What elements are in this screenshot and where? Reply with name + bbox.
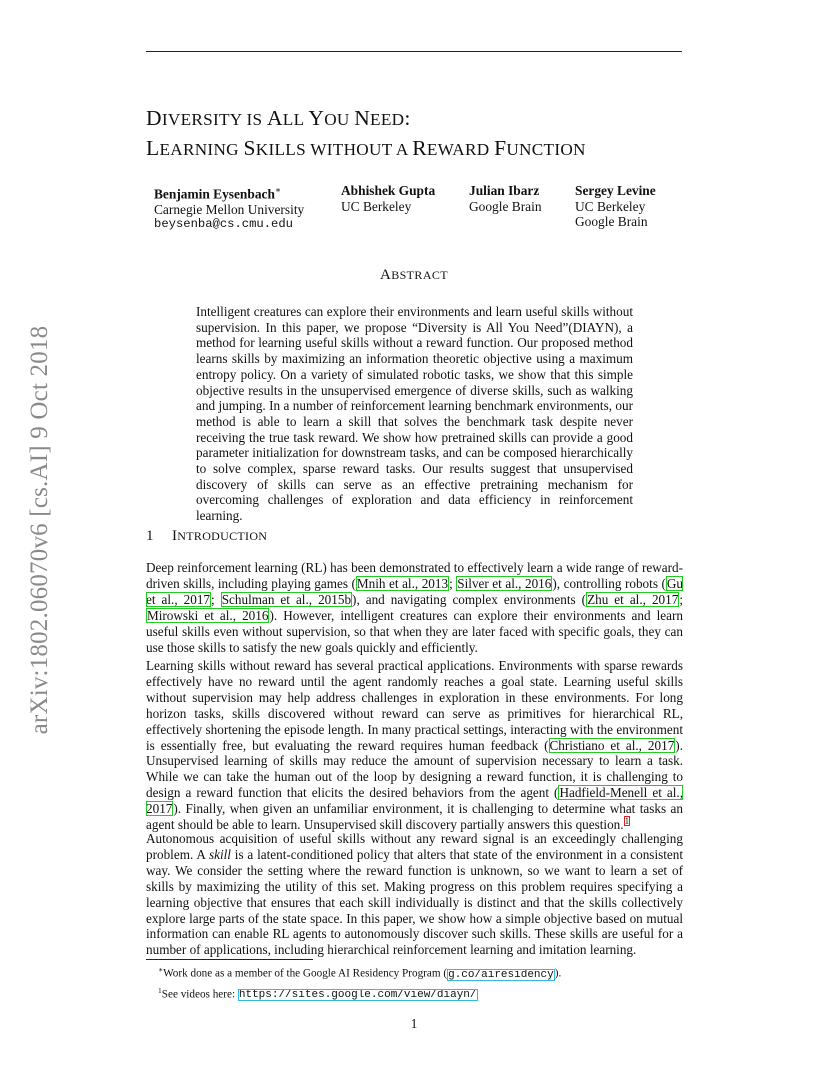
footnote-1: ∗Work done as a member of the Google AI Residency Program (g.co/airesidency). xyxy=(158,965,562,981)
footnote-2: $^1$See videos here: https://sites.google.com/view/diayn/ xyxy=(158,985,477,1002)
author-block-1 xyxy=(154,183,304,233)
section-number: 1 xyxy=(146,528,154,544)
author-affiliation: Google Brain xyxy=(575,214,648,229)
abstract-text: Intelligent creatures can explore their environments and learn useful skills without supervision. In this paper, we propose “Diversity is All You Need”(DIAYN), a method for learning useful skills without a reward function. Our proposed method learns skills by maximizing an information theoretic objective using a maximum entropy policy. On a variety of simulated robotic tasks, we show that this simple objective results in the unsupervised emergence of diverse skills, such as walking and jumping. In a number of reinforcement learning benchmark environments, our method is able to learn a skill that solves the benchmark task despite never receiving the true task reward. We show how pretrained skills can provide a good parameter initialization for downstream tasks, and can be composed hierarchically to solve complex, sparse reward tasks. Our results suggest that unsupervised discovery of skills can serve as an effective pretraining mechanism for overcoming challenges of exploration and data efficiency in reinforcement learning. xyxy=(196,304,633,524)
author-block-2 xyxy=(341,183,435,214)
author-affiliation: UC Berkeley xyxy=(575,198,646,214)
paper-title xyxy=(146,104,706,164)
intro-paragraph-2: Learning skills without reward has several practical applications. Environments with sparse rewards effectively have no reward until the agent randomly reaches a goal state. Learning useful skills without supervision may help address challenges in exploration in these environments. For long horizon tasks, skills discovered without reward can serve as primitives for hierarchical RL, effectively shortening the episode length. In many practical settings, interacting with the environment is essentially free, but evaluating the reward requires human feedback (Christiano et al., 2017). Unsupervised learning of skills may reduce the amount of supervision necessary to learn a task. While we can take the human out of the loop by designing a reward function, it is challenging to design a reward function that elicits the desired behaviors from the agent (Hadfield-Menell et al., 2017). Finally, when given an unfamiliar environment, it is challenging to determine what tasks an agent should be able to learn. Unsupervised skill discovery partially answers this question.$^1$ xyxy=(146,658,683,833)
citation-link[interactable]: Silver et al., 2016 xyxy=(457,575,552,591)
arxiv-sidebar xyxy=(20,300,60,760)
author-name: Benjamin Eysenbach∗ xyxy=(154,185,282,202)
author-block-4 xyxy=(575,183,656,230)
author-affiliation: Google Brain xyxy=(469,198,542,214)
page-number: 1 xyxy=(410,1016,418,1031)
author-name: Sergey Levine xyxy=(575,183,656,198)
citation-link[interactable]: Christiano et al., 2017 xyxy=(549,737,675,753)
citation-link[interactable]: Schulman et al., 2015b xyxy=(221,591,352,607)
intro-paragraph-3: Autonomous acquisition of useful skills without any reward signal is an exceedingly challenging problem. A skill is a latent-conditioned policy that alters that state of the environment in a consistent way. We consider the setting where the reward function is unknown, so we want to learn a set of skills by maximizing the utility of this set. Making progress on this problem requires specifying a learning objective that ensures that each skill individually is distinct and that the skills collectively explore large parts of the state space. In this paper, we show how a simple objective based on mutual information can enable RL agents to autonomously discover such skills. These skills are useful for a number of applications, including hierarchical reinforcement learning and imitation learning. xyxy=(146,831,684,958)
intro-paragraph-1: Deep reinforcement learning (RL) has been demonstrated to effectively learn a wide range of reward-driven skills, including playing games (Mnih et al., 2013; Silver et al., 2016), controlling robots (Gu et al., 2017; Schulman et al., 2015b), and navigating complex environments (Zhu et al., 2017; Mirowski et al., 2016). However, intelligent creatures can explore their environments and learn useful skills even without supervision, so that when they are later faced with specific goals, they can use those skills to satisfy the new goals quickly and efficiently. xyxy=(146,560,683,655)
footnote-rule xyxy=(146,959,313,960)
citation-link[interactable]: Mirowski et al., 2016 xyxy=(147,607,269,623)
footnotes xyxy=(158,962,678,1003)
title-line-1: DIVERSITY IS ALL YOU NEED: xyxy=(146,106,411,130)
top-rule xyxy=(146,51,682,52)
author-name: Julian Ibarz xyxy=(469,183,540,198)
citation-link[interactable]: Gu et al., 2017 xyxy=(146,575,683,607)
author-block-3 xyxy=(469,183,542,214)
footnote-link[interactable]: g.co/airesidency xyxy=(448,968,554,981)
footnote-ref-link[interactable]: 1 xyxy=(624,815,630,826)
section-title: INTRODUCTION xyxy=(172,528,268,544)
author-name: Abhishek Gupta xyxy=(341,183,436,198)
citation-link[interactable]: Hadfield-Menell et al., 2017 xyxy=(146,785,683,817)
title-line-2: LEARNING SKILLS WITHOUT A REWARD FUNCTION xyxy=(146,136,586,160)
arxiv-identifier: arXiv:1802.06070v6 [cs.AI] 9 Oct 2018 xyxy=(26,325,53,735)
section-heading xyxy=(146,528,267,545)
author-email: beysenba@cs.cmu.edu xyxy=(154,217,293,232)
footnote-link[interactable]: https://sites.google.com/view/diayn/ xyxy=(238,989,477,1002)
citation-link[interactable]: Zhu et al., 2017 xyxy=(587,591,679,607)
author-affiliation: Carnegie Mellon University xyxy=(154,201,305,217)
author-affiliation: UC Berkeley xyxy=(341,198,412,214)
abstract-heading: ABSTRACT xyxy=(379,267,449,283)
citation-link[interactable]: Mnih et al., 2013 xyxy=(356,575,449,591)
